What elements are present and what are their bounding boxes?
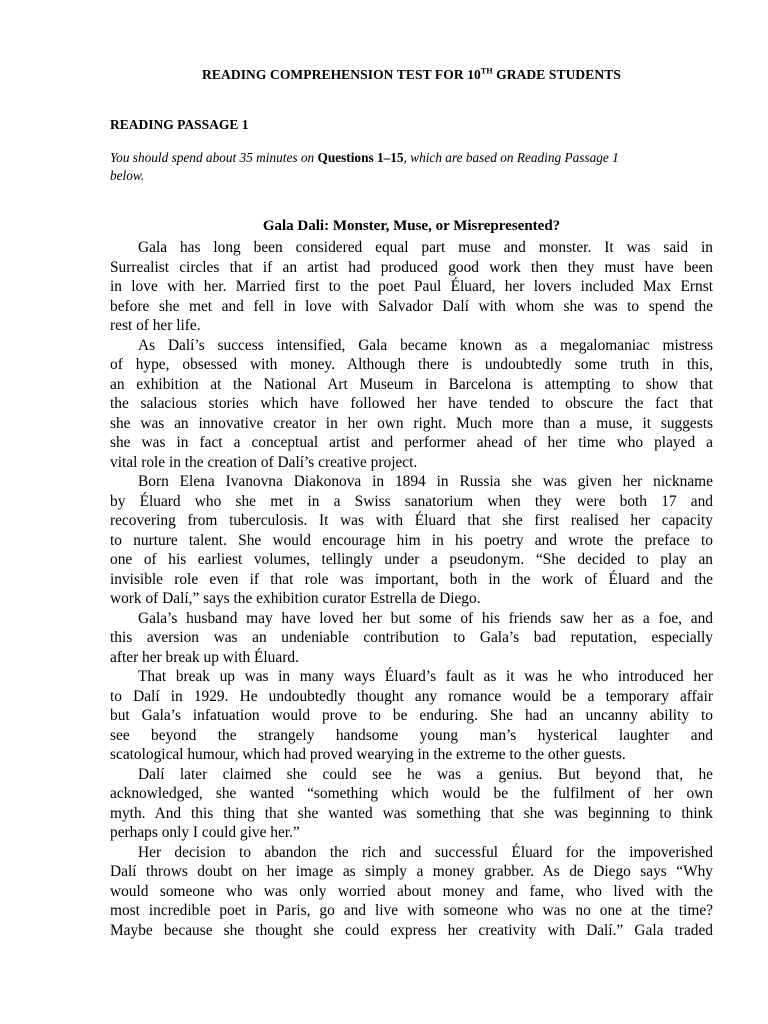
article-line: Gala’s husband may have loved her but some of his friends saw her as a foe, and (138, 609, 713, 627)
instruction-line-1 (110, 149, 713, 167)
test-title-tail: GRADE STUDENTS (492, 67, 621, 82)
passage-label: READING PASSAGE 1 (110, 117, 249, 132)
article-line: rest of her life. (110, 317, 201, 334)
article-line: vital role in the creation of Dalí’s creative project. (110, 453, 418, 471)
article-line: she was in fact a conceptual artist and performer ahead of her time who played a (110, 434, 713, 451)
article-line: acknowledged, she wanted “something which would be the fulfilment of her own (110, 785, 713, 802)
article-line: Dalí later claimed she could see he was a genius. But beyond that, he (138, 765, 713, 783)
instruction-prefix: You should spend about 35 minutes on (110, 150, 318, 165)
article-line: scatological humour, which had proved wearying in the extreme to the other guests. (110, 746, 626, 763)
article-line: Her decision to abandon the rich and successful Éluard for the impoverished (138, 843, 713, 861)
article-line: perhaps only I could give her.” (110, 824, 300, 841)
article-line: an exhibition at the National Art Museum in Barcelona is attempting to show that (110, 375, 713, 393)
article-line: would someone who was only worried about money and fame, who lived with the (110, 882, 713, 900)
article-line: in love with her. Married first to the poet Paul Éluard, her lovers included Max Ernst (110, 278, 713, 295)
instruction-suffix: , which are based on Reading Passage 1 (403, 150, 619, 165)
article-line: myth. And this thing that she wanted was something that she was beginning to think (110, 804, 713, 822)
article-line: before she met and fell in love with Salvador Dalí with whom she was to spend the (110, 297, 713, 315)
article-line: by Éluard who she met in a Swiss sanatorium when they were both 17 and (110, 492, 713, 510)
article-line: invisible role even if that role was important, both in the work of Éluard and the (110, 570, 713, 588)
article-line: see beyond the strangely handsome young man’s hysterical laughter and (110, 726, 713, 744)
article-line: after her break up with Éluard. (110, 648, 299, 666)
article-line: one of his earliest volumes, tellingly under a pseudonym. “She decided to play an (110, 551, 713, 568)
article-line: most incredible poet in Paris, go and live with someone who was no one at the time? (110, 902, 713, 919)
article-body (110, 238, 713, 940)
test-title (110, 67, 713, 83)
article-title: Gala Dali: Monster, Muse, or Misrepresented? (262, 218, 561, 234)
article-line: this aversion was an undeniable contribution to Gala’s bad reputation, especially (110, 629, 713, 646)
article-line: work of Dalí,” says the exhibition curator Estrella de Diego. (110, 590, 481, 607)
article-line: Born Elena Ivanovna Diakonova in 1894 in Russia she was given her nickname (138, 473, 713, 490)
article-line: Dalí throws doubt on her image as simply a money grabber. As de Diego says “Why (110, 863, 713, 880)
instruction-questions: Questions 1–15 (317, 150, 404, 165)
article-line: As Dalí’s success intensified, Gala became known as a megalomaniac mistress (138, 336, 713, 354)
article-line: Maybe because she thought she could express her creativity with Dalí.” Gala traded (110, 921, 713, 939)
test-title-superscript: TH (480, 66, 493, 76)
article-line: to nurture talent. She would encourage him in his poetry and wrote the preface to (110, 531, 713, 549)
article-line: the salacious stories which have followed her have tended to obscure the fact that (110, 395, 713, 412)
article-line: Gala has long been considered equal part muse and monster. It was said in (138, 239, 713, 256)
article-line: recovering from tuberculosis. It was with Éluard that she first realised her capacity (110, 512, 713, 529)
article-line: she was an innovative creator in her own right. Much more than a muse, it suggests (110, 414, 713, 432)
article-line: That break up was in many ways Éluard’s fault as it was he who introduced her (138, 668, 713, 685)
article-line: Surrealist circles that if an artist had produced good work then they must have been (110, 258, 713, 276)
article-line: but Gala’s infatuation would prove to be enduring. She had an uncanny ability to (110, 707, 713, 724)
instruction-text (110, 149, 713, 185)
article-line: of hype, obsessed with money. Although there is undoubtedly some truth in this, (110, 356, 713, 373)
test-title-main: READING COMPREHENSION TEST FOR 10 (202, 67, 481, 82)
instruction-line-2: below. (110, 168, 145, 183)
article-line: to Dalí in 1929. He undoubtedly thought any romance would be a temporary affair (110, 687, 713, 705)
